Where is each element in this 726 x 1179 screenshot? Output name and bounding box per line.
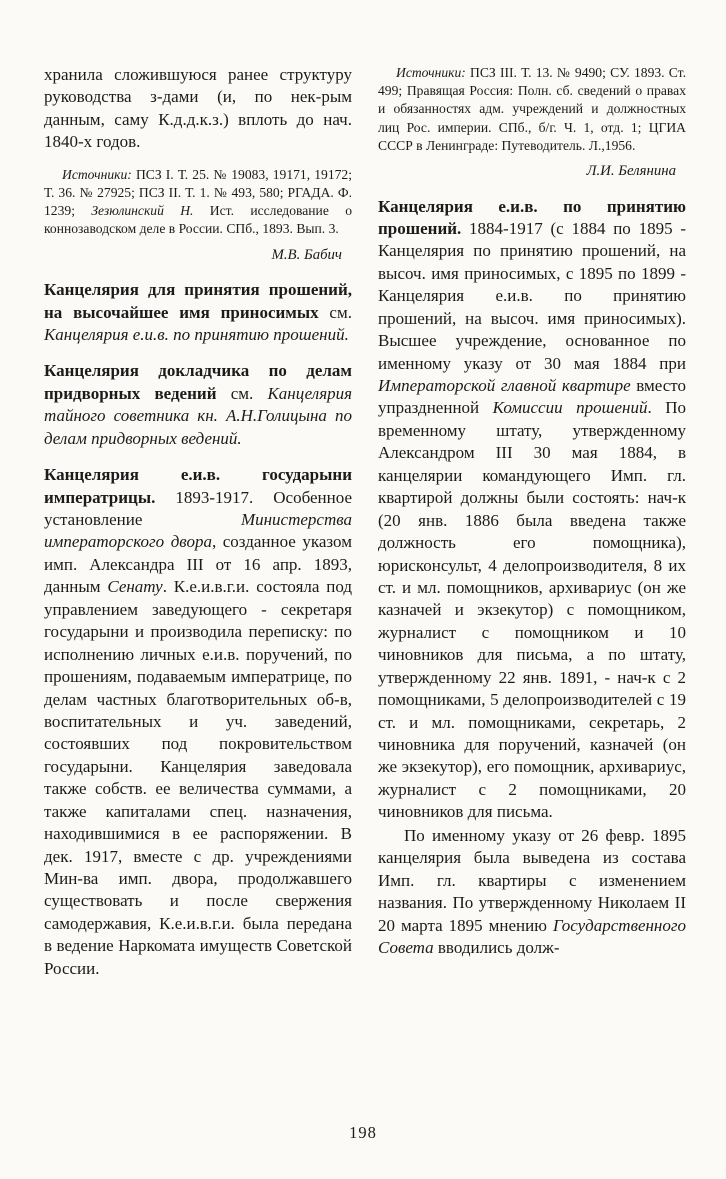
text-segment: Ист. исследование о коннозаводском деле в России. СПб., 1893. Вып. 3.: [44, 203, 352, 237]
text-segment: . К.е.и.в.г.и. состояла под управлением заведующего - секретаря государыни и производила переписку: по исполнению личных е.и.в. поручений, по прошениям, подаваемым императрице, по делам частных благотворительных об-в, воспитательных и уч. заведений, состоявших под покровительством государыни. Канцелярия заведовала также собств. ее величества суммами, а также капиталами спец. назначения, находившимися в ее распоряжении. В дек. 1917, вместе с др. учреждениями Мин-ва имп. двора, продолжавшего существовать и после свержения самодержавия, К.е.и.в.г.и. была передана в ведение Наркомата имуществ Советской России.: [44, 577, 352, 978]
left-column: [44, 64, 352, 980]
text-segment: Министерства императорского двора: [44, 510, 352, 552]
right-column: [378, 64, 686, 980]
text-segment: Комиссии прошений: [492, 398, 648, 418]
author-signature: М.В. Бабич: [271, 246, 342, 263]
text-segment: Канцелярия е.и.в. по принятию прошений.: [44, 324, 349, 344]
text-segment: Канцелярия е.и.в. государыни императрицы.: [44, 465, 352, 507]
entry-article: [378, 196, 686, 824]
paragraph-continuation: [44, 64, 352, 154]
text-segment: вводились долж-: [433, 937, 560, 957]
sources-note: [378, 64, 686, 155]
two-column-layout: [44, 64, 686, 980]
entry-article: [44, 464, 352, 980]
text-segment: Канцелярия е.и.в. по принятию прошений.: [378, 196, 686, 238]
text-segment: Государственного Совета: [378, 915, 686, 957]
page-number: 198: [349, 1123, 377, 1142]
text-segment: Канцелярия докладчика по делам придворных ведений: [44, 361, 352, 403]
text-segment: 1893-1917. Особенное установление: [44, 487, 352, 530]
paragraph: [378, 825, 686, 960]
entry-cross-reference-1: [44, 279, 352, 346]
text-segment: вместо упраздненной: [378, 376, 686, 418]
text-segment: ПСЗ III. Т. 13. № 9490; СУ. 1893. Ст. 499; Правящая Россия: Полн. сб. сведений о правах и обязанностях адм. учреждений и должностных лиц Рос. империи. СПб., б/г. Ч. 1, отд. 1; ЦГИА СССР в Ленинграде: Путеводитель. Л.,1956.: [378, 65, 686, 153]
text-segment: По именному указу от 26 февр. 1895 канцелярия была выведена из состава Имп. гл. квартиры с изменением названия. По утвержденному Николаем II 20 марта 1895 мнению: [378, 825, 686, 935]
text-segment: . По временному штату, утвержденному Александром III 30 мая 1884, в канцелярии командующего Имп. гл. квартирой должны были состоять: нач-к (20 янв. 1886 была введена также должность его помощника), юрисконсульт, 4 делопроизводителя, 8 их ст. и мл. помощников, архивариус (он же казначей и экзекутор) с помощником, журналист с помощником и 10 чиновников для письма, а по штату, утвержденному 22 янв. 1891, - нач-к с 2 помощниками, 5 делопроизводителей с 19 ст. и мл. помощниками, секретарь, 2 чиновника для поручений, казначей (он же экзекутор), его помощник, архивариус, журналист с 2 помощниками, 20 чиновников для письма.: [378, 398, 687, 822]
text-segment: Канцелярия для принятия прошений, на высочайшее имя приносимых: [44, 280, 352, 322]
text-segment: Императорской главной квартире: [378, 376, 631, 396]
text-segment: Источники:: [396, 65, 466, 80]
text-segment: Канцелярия тайного советника кн. А.Н.Голицына по делам придворных ведений.: [44, 383, 353, 448]
text-segment: 1884-1917 (с 1884 по 1895 - Канцелярия по принятию прошений, на высоч. имя приносимых, с 1895 по 1899 - Канцелярия е.и.в. по принятию прошений, на высоч. имя приносимых). Высшее учреждение, основанное по именному указу от 30 мая 1884 при: [378, 218, 686, 373]
text-segment: Источники:: [62, 166, 132, 182]
text-segment: Зезюлинский Н.: [91, 203, 194, 219]
text-segment: см.: [216, 383, 268, 403]
text-segment: см.: [318, 302, 352, 322]
text-segment: , созданное указом имп. Александра III от 16 апр. 1893, данным: [44, 532, 352, 597]
entry-cross-reference-2: [44, 360, 352, 450]
text-segment: хранила сложившуюся ранее структуру руководства з-дами (и, по нек-рым данным, саму К.д.д.к.з.) вплоть до нач. 1840-х годов.: [44, 65, 352, 152]
text-segment: ПСЗ I. Т. 25. № 19083, 19171, 19172; Т. 36. № 27925; ПСЗ II. Т. 1. № 493, 580; РГАДА. Ф. 1239;: [44, 166, 352, 219]
text-segment: Сенату: [107, 577, 163, 597]
sources-note: [44, 166, 352, 239]
author-signature: Л.И. Белянина: [586, 163, 676, 180]
